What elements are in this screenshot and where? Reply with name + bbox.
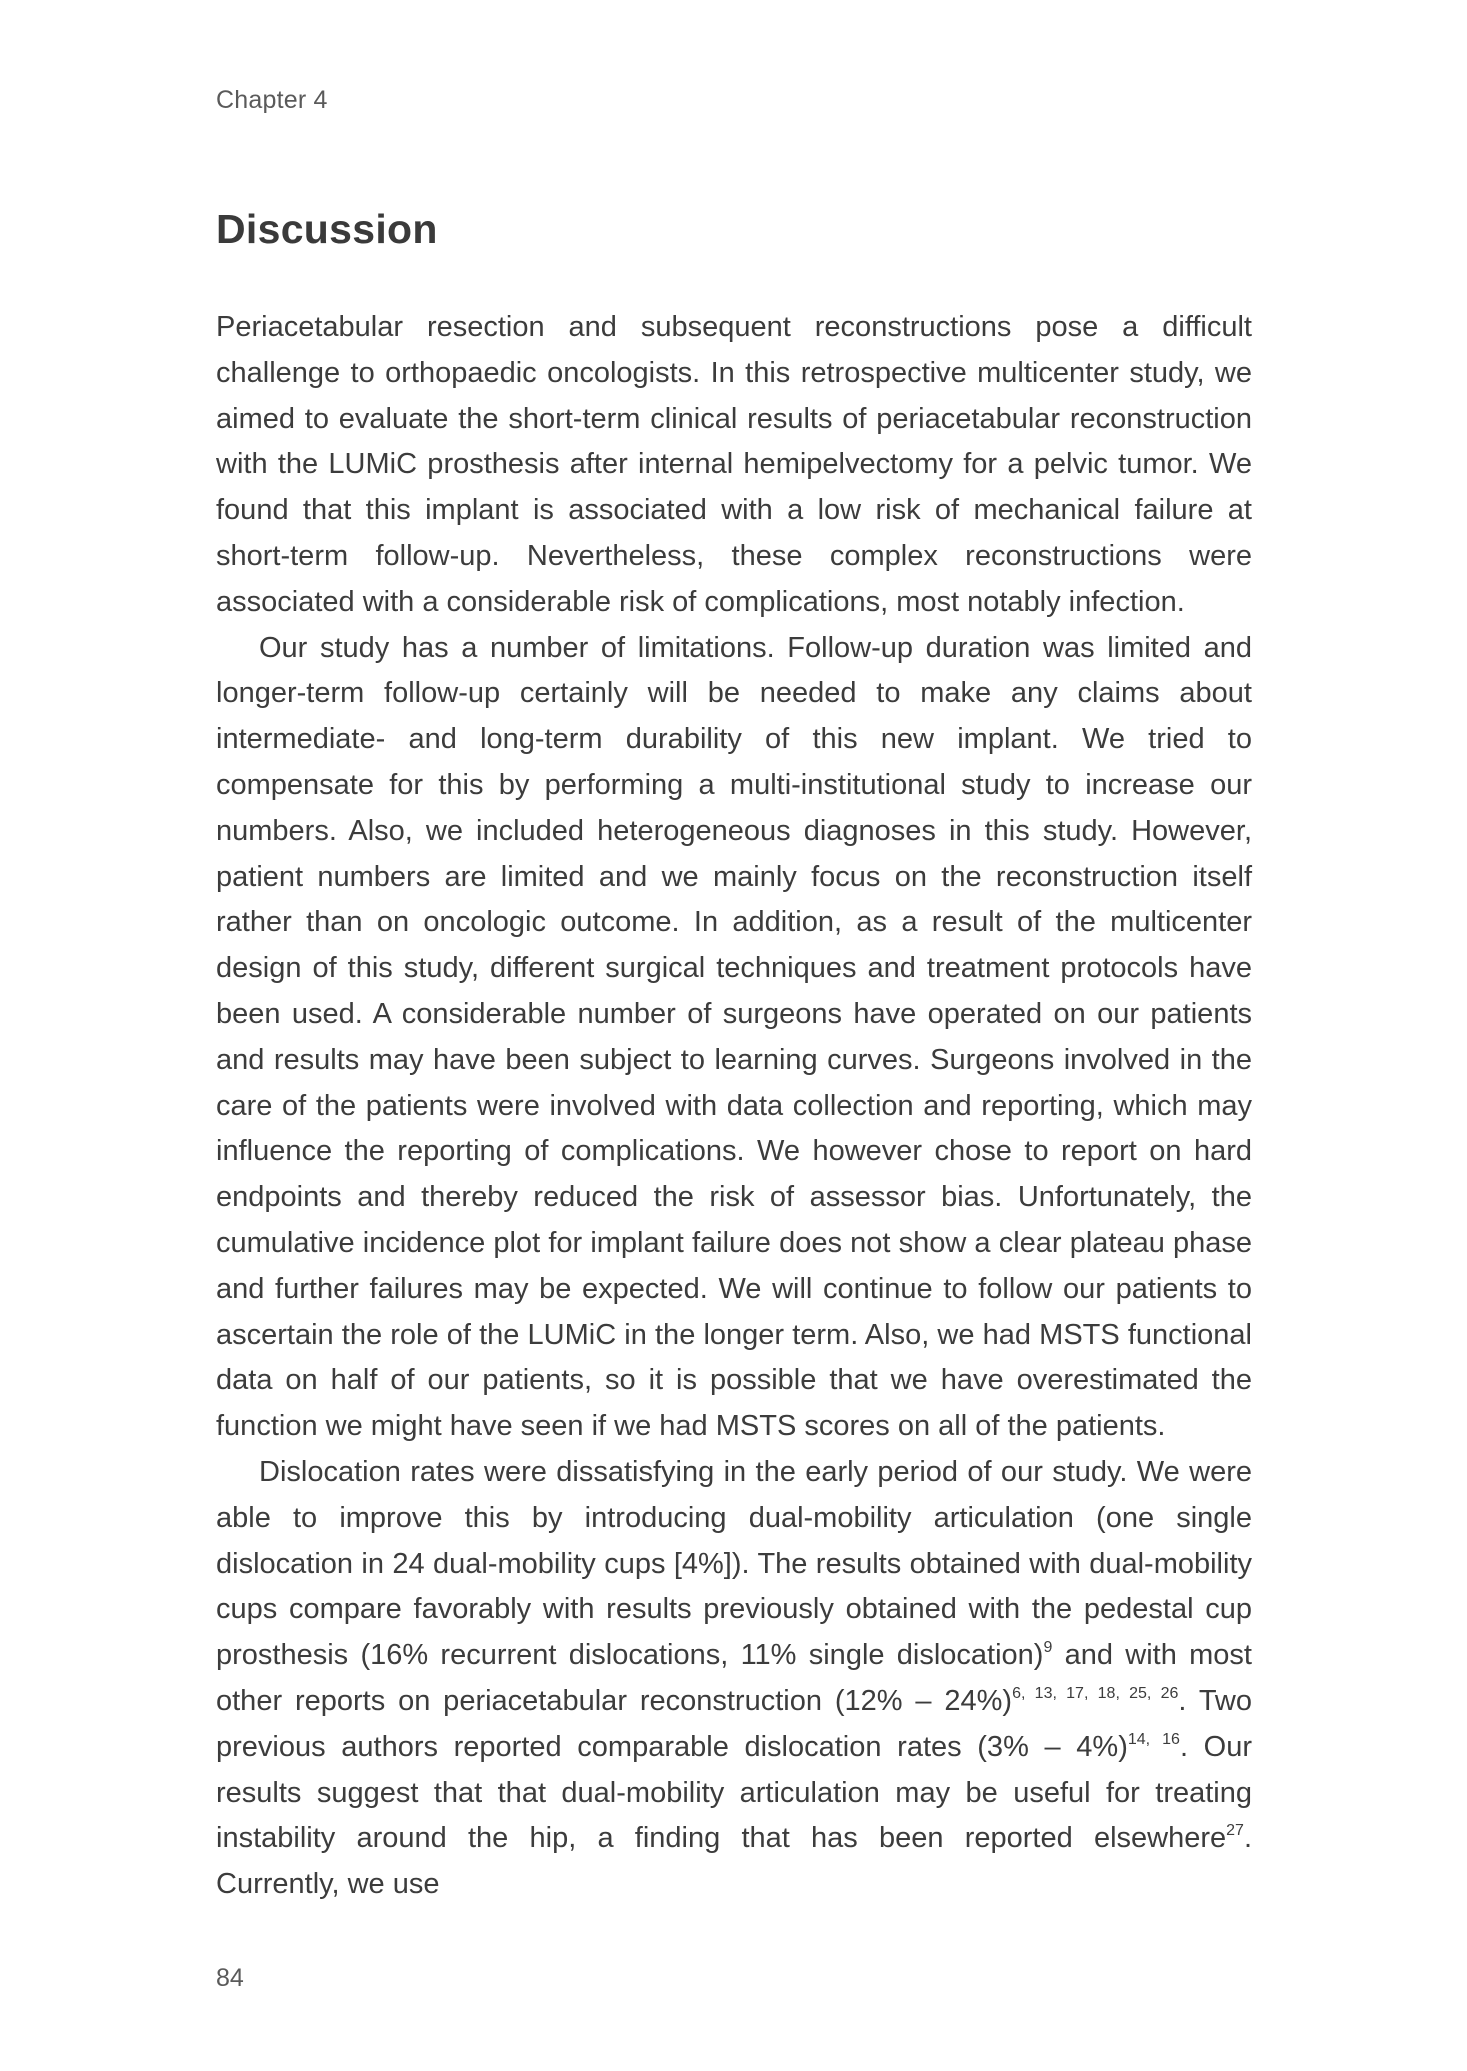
paragraph-2: Our study has a number of limitations. Follow-up duration was limited and longer-term follow-up certainly will be needed to make any claims about intermediate- and long-term durability of this new implant. We tried to compensate for this by performing a multi-institutional study to increase our numbers. Also, we included heterogeneous diagnoses in this study. However, patient numbers are limited and we mainly focus on the reconstruction itself rather than on oncologic outcome. In addition, as a result of the multicenter design of this study, different surgical techniques and treatment protocols have been used. A considerable number of surgeons have operated on our patients and results may have been subject to learning curves. Surgeons involved in the care of the patients were involved with data collection and reporting, which may influence the reporting of complications. We however chose to report on hard endpoints and thereby reduced the risk of assessor bias. Unfortunately, the cumulative incidence plot for implant failure does not show a clear plateau phase and further failures may be expected. We will continue to follow our patients to ascertain the role of the LUMiC in the longer term. Also, we had MSTS functional data on half of our patients, so it is possible that we have overestimated the function we might have seen if we had MSTS scores on all of the patients. <box>216 631 1252 1443</box>
paragraph-1: Periacetabular resection and subsequent reconstructions pose a difficult challenge to orthopaedic oncologists. In this retrospective multicenter study, we aimed to evaluate the short-term clinical results of periacetabular reconstruction with the LUMiC prosthesis after internal hemipelvectomy for a pelvic tumor. We found that this implant is associated with a low risk of mechanical failure at short-term follow-up. Nevertheless, these complex reconstructions were associated with a considerable risk of complications, most notably infection. <box>216 311 1252 618</box>
section-title: Discussion <box>216 206 438 252</box>
paragraph-3-text-4: . Our results suggest that that dual-mobility articulation may be useful for treating instability around the hip, a finding that has been reported elsewhere <box>216 1730 1252 1855</box>
page-number: 84 <box>216 1964 244 1992</box>
citation-ref-4: 27 <box>1226 1822 1244 1840</box>
paragraph-3-text-2: and with most other reports on periacetabular reconstruction (12% – 24%) <box>216 1639 1252 1717</box>
paragraph-3-text-3: . Two previous authors reported comparable dislocation rates (3% – 4%) <box>216 1684 1252 1763</box>
paragraph-3-text-5: . Currently, we use <box>216 1822 1252 1901</box>
citation-ref-3: 14, 16 <box>1127 1730 1180 1748</box>
citation-ref-2: 6, 13, 17, 18, 25, 26 <box>1012 1684 1179 1702</box>
body-text <box>216 305 1252 1908</box>
paragraph-3 <box>216 1450 1252 1908</box>
running-header: Chapter 4 <box>216 86 328 114</box>
paragraph-3-text-1: Dislocation rates were dissatisfying in the early period of our study. We were able to improve this by introducing dual-mobility articulation (one single dislocation in 24 dual-mobility cups [4%]). The results obtained with dual-mobility cups compare favorably with results previously obtained with the pedestal cup prosthesis (16% recurrent dislocations, 11% single dislocation) <box>216 1455 1252 1672</box>
citation-ref-1: 9 <box>1043 1639 1053 1657</box>
